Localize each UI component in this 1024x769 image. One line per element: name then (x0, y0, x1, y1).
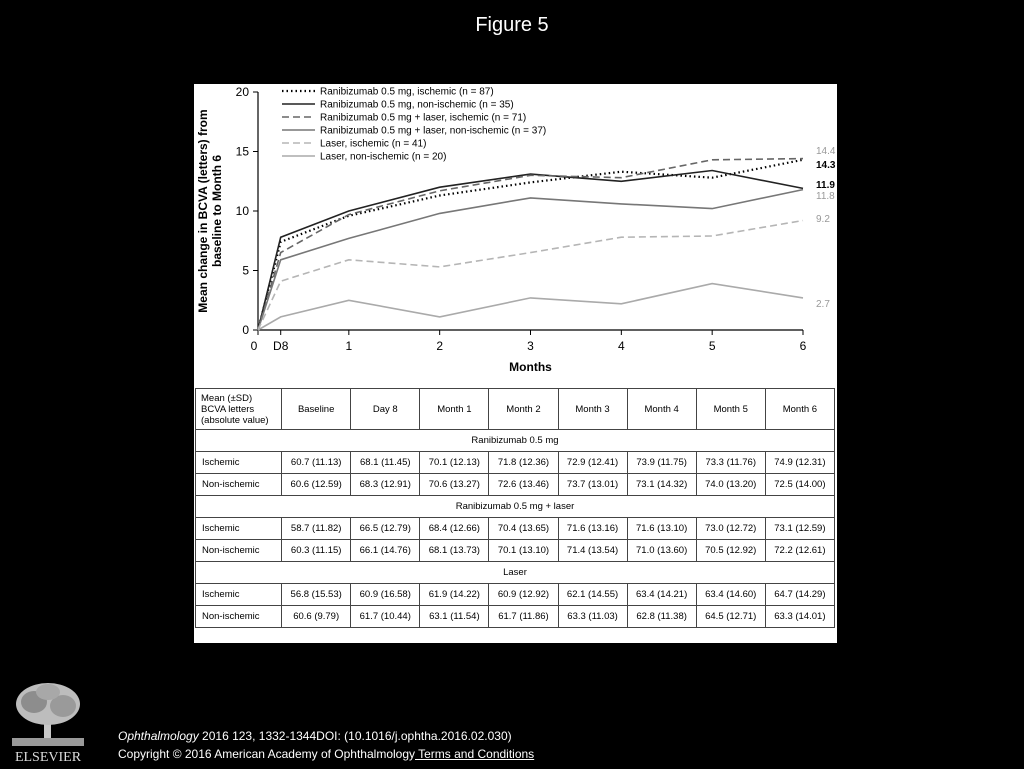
table-cell: 71.4 (13.54) (558, 540, 627, 562)
y-tick-label: 15 (235, 144, 249, 159)
series-line-4 (258, 190, 803, 330)
series-end-label-1: 14.3 (816, 160, 836, 171)
table-cell: 62.8 (11.38) (627, 606, 696, 628)
series-end-label-3: 14.4 (816, 146, 836, 157)
legend-label-2: Ranibizumab 0.5 mg, non-ischemic (n = 35) (320, 99, 514, 111)
table-cell: 60.6 (9.79) (282, 606, 351, 628)
table-cell: 58.7 (11.82) (282, 518, 351, 540)
elsevier-logo (8, 680, 88, 764)
series-line-1 (258, 160, 803, 330)
table-cell: 68.3 (12.91) (351, 474, 420, 496)
table-corner-line: (absolute value) (201, 414, 269, 426)
table-cell: 74.9 (12.31) (765, 452, 834, 474)
x-tick-label: 5 (708, 339, 716, 353)
table-cell: 62.1 (14.55) (558, 584, 627, 606)
table-cell: 63.1 (11.54) (420, 606, 489, 628)
table-cell: 72.2 (12.61) (765, 540, 834, 562)
table-row (196, 452, 835, 474)
legend-label-1: Ranibizumab 0.5 mg, ischemic (n = 87) (320, 86, 494, 98)
table-cell: 60.7 (11.13) (282, 452, 351, 474)
legend-label-3: Ranibizumab 0.5 mg + laser, ischemic (n = 71) (320, 112, 527, 124)
table-group-title: Ranibizumab 0.5 mg + laser (196, 496, 835, 518)
table-cell: 66.1 (14.76) (351, 540, 420, 562)
table-cell: 66.5 (12.79) (351, 518, 420, 540)
table-column-header: Month 3 (558, 389, 627, 430)
table-cell: 73.3 (11.76) (696, 452, 765, 474)
table-group-title: Ranibizumab 0.5 mg (196, 430, 835, 452)
table-cell: 60.9 (16.58) (351, 584, 420, 606)
table-cell: 71.0 (13.60) (627, 540, 696, 562)
x-tick-label: 6 (799, 339, 807, 353)
citation-footer (118, 727, 534, 763)
table-group-row (196, 430, 835, 452)
table-cell: 73.0 (12.72) (696, 518, 765, 540)
series-end-label-6: 2.7 (816, 299, 830, 310)
table-cell: 71.6 (13.10) (627, 518, 696, 540)
citation-line (118, 727, 534, 745)
table-row (196, 540, 835, 562)
x-tick-label: 1 (345, 339, 353, 353)
bcva-table (195, 388, 835, 628)
table-cell: 63.3 (14.01) (765, 606, 834, 628)
x-tick-label: 0 (250, 339, 258, 353)
y-axis-label (196, 109, 224, 312)
table-cell: 71.8 (12.36) (489, 452, 558, 474)
table-row-label: Non-ischemic (196, 606, 282, 628)
x-tick-label: 3 (527, 339, 534, 353)
series-end-label-4: 11.8 (816, 191, 835, 202)
legend-label-5: Laser, ischemic (n = 41) (320, 138, 427, 150)
table-row (196, 474, 835, 496)
table-column-header: Day 8 (351, 389, 420, 430)
table-row (196, 518, 835, 540)
table-row-label: Non-ischemic (196, 540, 282, 562)
table-cell: 68.1 (13.73) (420, 540, 489, 562)
table-cell: 73.9 (11.75) (627, 452, 696, 474)
table-cell: 70.5 (12.92) (696, 540, 765, 562)
line-chart (194, 84, 837, 384)
table-cell: 72.5 (14.00) (765, 474, 834, 496)
table-cell: 63.4 (14.21) (627, 584, 696, 606)
table-cell: 60.9 (12.92) (489, 584, 558, 606)
series-line-6 (258, 284, 803, 330)
x-tick-label: 2 (436, 339, 444, 353)
y-tick-label: 10 (235, 204, 249, 218)
table-cell: 70.1 (13.10) (489, 540, 558, 562)
table-row-label: Ischemic (196, 584, 282, 606)
table-group-title: Laser (196, 562, 835, 584)
table-cell: 70.4 (13.65) (489, 518, 558, 540)
series-line-3 (258, 159, 803, 330)
series-end-label-2: 11.9 (816, 180, 835, 191)
journal-name: Ophthalmology (118, 729, 199, 743)
copyright-text: Copyright © 2016 American Academy of Ophthalmology (118, 747, 415, 761)
table-cell: 70.1 (12.13) (420, 452, 489, 474)
table-cell: 68.4 (12.66) (420, 518, 489, 540)
table-column-header: Baseline (282, 389, 351, 430)
table-cell: 74.0 (13.20) (696, 474, 765, 496)
y-tick-label: 20 (235, 85, 249, 99)
series-line-5 (258, 221, 803, 331)
series-line-2 (258, 171, 803, 331)
copyright-line (118, 745, 534, 763)
y-axis-label-line: Mean change in BCVA (letters) from (196, 109, 210, 313)
figure-title: Figure 5 (475, 14, 549, 36)
table-cell: 73.1 (12.59) (765, 518, 834, 540)
y-axis-label-line: baseline to Month 6 (210, 154, 224, 268)
x-tick-label: D8 (273, 339, 289, 353)
table-column-header: Month 6 (765, 389, 834, 430)
y-tick-label: 0 (242, 323, 249, 337)
legend-label-4: Ranibizumab 0.5 mg + laser, non-ischemic (n = 37) (320, 125, 547, 137)
x-axis-label: Months (509, 360, 552, 374)
table-corner-line: Mean (±SD) (201, 392, 253, 404)
table-row (196, 584, 835, 606)
table-cell: 56.8 (15.53) (282, 584, 351, 606)
table-cell: 64.5 (12.71) (696, 606, 765, 628)
table-cell: 61.7 (10.44) (351, 606, 420, 628)
table-cell: 72.6 (13.46) (489, 474, 558, 496)
terms-link[interactable]: Terms and Conditions (415, 747, 535, 761)
table-cell: 61.9 (14.22) (420, 584, 489, 606)
table-column-header: Month 1 (420, 389, 489, 430)
table-cell: 61.7 (11.86) (489, 606, 558, 628)
x-tick-label: 4 (617, 339, 625, 353)
table-cell: 68.1 (11.45) (351, 452, 420, 474)
table-cell: 73.7 (13.01) (558, 474, 627, 496)
table-column-header: Month 2 (489, 389, 558, 430)
table-header-row (196, 389, 835, 430)
table-group-row (196, 496, 835, 518)
table-row (196, 606, 835, 628)
table-row-label: Ischemic (196, 452, 282, 474)
figure-panel (194, 84, 837, 643)
table-cell: 72.9 (12.41) (558, 452, 627, 474)
citation-text: 2016 123, 1332-1344DOI: (10.1016/j.ophtha.2016.02.030) (198, 729, 512, 743)
table-corner-line: BCVA letters (201, 403, 255, 415)
table-group-row (196, 562, 835, 584)
table-cell: 71.6 (13.16) (558, 518, 627, 540)
table-cell: 70.6 (13.27) (420, 474, 489, 496)
table-row-label: Non-ischemic (196, 474, 282, 496)
svg-text:ELSEVIER: ELSEVIER (14, 750, 82, 764)
y-tick-label: 5 (242, 263, 249, 278)
table-cell: 60.6 (12.59) (282, 474, 351, 496)
legend-label-6: Laser, non-ischemic (n = 20) (320, 151, 447, 163)
table-row-label: Ischemic (196, 518, 282, 540)
table-cell: 63.4 (14.60) (696, 584, 765, 606)
series-end-label-5: 9.2 (816, 214, 830, 225)
table-corner-label (196, 389, 282, 430)
table-cell: 60.3 (11.15) (282, 540, 351, 562)
table-cell: 63.3 (11.03) (558, 606, 627, 628)
table-cell: 64.7 (14.29) (765, 584, 834, 606)
table-column-header: Month 4 (627, 389, 696, 430)
table-cell: 73.1 (14.32) (627, 474, 696, 496)
table-column-header: Month 5 (696, 389, 765, 430)
